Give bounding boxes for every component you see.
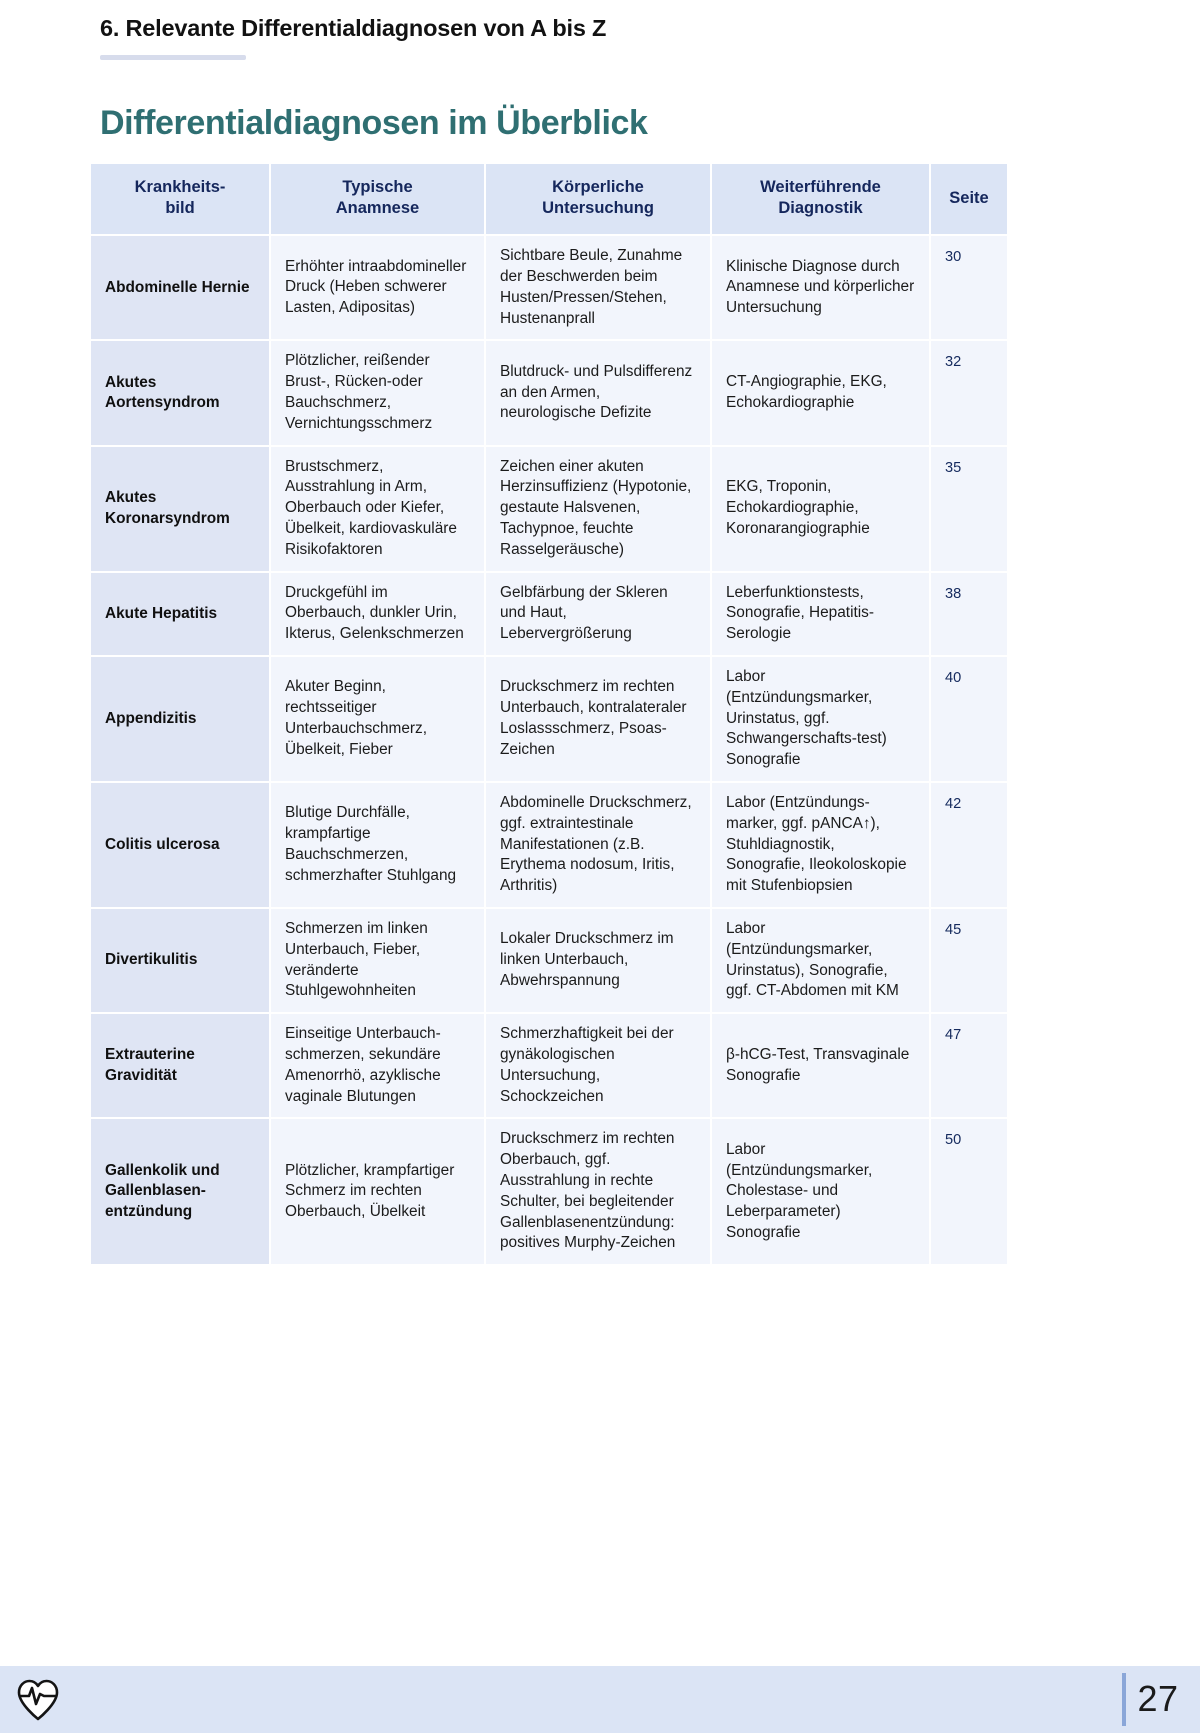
column-header-krankheitsbild: Krankheits- bild: [91, 164, 269, 234]
cell-krankheitsbild: Divertikulitis: [91, 909, 269, 1012]
cell-untersuchung: Schmerzhaftigkeit bei der gynäkologischen Untersuchung, Schockzeichen: [486, 1014, 710, 1117]
column-header-anamnese: Typische Anamnese: [271, 164, 484, 234]
cell-anamnese: Einseitige Unterbauch-schmerzen, sekundäre Amenorrhö, azyklische vaginale Blutungen: [271, 1014, 484, 1117]
column-header-diagnostik: Weiterführende Diagnostik: [712, 164, 929, 234]
page-number-divider: [1122, 1673, 1126, 1726]
cell-krankheitsbild: Appendizitis: [91, 657, 269, 781]
chapter-underline-rule: [100, 55, 246, 60]
cell-anamnese: Erhöhter intraabdomineller Druck (Heben schwerer Lasten, Adipositas): [271, 236, 484, 339]
cell-untersuchung: Abdominelle Druckschmerz, ggf. extraintestinale Manifestationen (z.B. Erythema nodosum, Iritis, Arthritis): [486, 783, 710, 907]
cell-anamnese: Druckgefühl im Oberbauch, dunkler Urin, Ikterus, Gelenkschmerzen: [271, 573, 484, 655]
cell-diagnostik: EKG, Troponin, Echokardiographie, Koronarangiographie: [712, 447, 929, 571]
cell-seite[interactable]: 32: [931, 341, 1007, 444]
cell-untersuchung: Gelbfärbung der Skleren und Haut, Lebervergrößerung: [486, 573, 710, 655]
differential-diagnoses-table: [89, 162, 1009, 1266]
cell-diagnostik: Leberfunktionstests, Sonografie, Hepatitis-Serologie: [712, 573, 929, 655]
cell-seite[interactable]: 40: [931, 657, 1007, 781]
cell-untersuchung: Sichtbare Beule, Zunahme der Beschwerden beim Husten/Pressen/Stehen, Hustenanprall: [486, 236, 710, 339]
cell-untersuchung: Zeichen einer akuten Herzinsuffizienz (Hypotonie, gestaute Halsvenen, Tachypnoe, feuchte Rasselgeräusche): [486, 447, 710, 571]
cell-diagnostik: Labor (Entzündungsmarker, Urinstatus, ggf. Schwangerschafts-test) Sonografie: [712, 657, 929, 781]
cell-anamnese: Brustschmerz, Ausstrahlung in Arm, Oberbauch oder Kiefer, Übelkeit, kardiovaskuläre Risikofaktoren: [271, 447, 484, 571]
cell-anamnese: Plötzlicher, krampfartiger Schmerz im rechten Oberbauch, Übelkeit: [271, 1119, 484, 1264]
table-row: [91, 1014, 1007, 1117]
cell-anamnese: Akuter Beginn, rechtsseitiger Unterbauchschmerz, Übelkeit, Fieber: [271, 657, 484, 781]
cell-seite[interactable]: 50: [931, 1119, 1007, 1264]
cell-krankheitsbild: Akutes Aortensyndrom: [91, 341, 269, 444]
page-footer: [0, 1666, 1200, 1733]
table-row: [91, 573, 1007, 655]
cell-untersuchung: Lokaler Druckschmerz im linken Unterbauch, Abwehrspannung: [486, 909, 710, 1012]
table-row: [91, 783, 1007, 907]
column-header-untersuchung: Körperliche Untersuchung: [486, 164, 710, 234]
cell-untersuchung: Blutdruck- und Pulsdifferenz an den Armen, neurologische Defizite: [486, 341, 710, 444]
cell-krankheitsbild: Colitis ulcerosa: [91, 783, 269, 907]
differential-diagnoses-table-wrapper: [89, 162, 997, 1266]
table-body: [91, 236, 1007, 1264]
cell-krankheitsbild: Extrauterine Gravidität: [91, 1014, 269, 1117]
chapter-title: 6. Relevante Differentialdiagnosen von A bis Z: [100, 15, 607, 41]
chapter-header: [100, 14, 1000, 60]
table-header-row: [91, 164, 1007, 234]
cell-seite[interactable]: 42: [931, 783, 1007, 907]
section-title: Differentialdiagnosen im Überblick: [100, 104, 648, 142]
cell-diagnostik: Labor (Entzündungsmarker, Urinstatus), Sonografie, ggf. CT-Abdomen mit KM: [712, 909, 929, 1012]
cell-diagnostik: β-hCG-Test, Transvaginale Sonografie: [712, 1014, 929, 1117]
heart-pulse-icon: [14, 1675, 62, 1723]
cell-untersuchung: Druckschmerz im rechten Unterbauch, kontralateraler Loslassschmerz, Psoas-Zeichen: [486, 657, 710, 781]
cell-krankheitsbild: Akute Hepatitis: [91, 573, 269, 655]
cell-diagnostik: Labor (Entzündungsmarker, Cholestase- und Leberparameter) Sonografie: [712, 1119, 929, 1264]
table-row: [91, 447, 1007, 571]
cell-anamnese: Blutige Durchfälle, krampfartige Bauchschmerzen, schmerzhafter Stuhlgang: [271, 783, 484, 907]
table-row: [91, 657, 1007, 781]
cell-seite[interactable]: 47: [931, 1014, 1007, 1117]
cell-krankheitsbild: Abdominelle Hernie: [91, 236, 269, 339]
cell-diagnostik: Klinische Diagnose durch Anamnese und körperlicher Untersuchung: [712, 236, 929, 339]
cell-krankheitsbild: Gallenkolik und Gallenblasen-entzündung: [91, 1119, 269, 1264]
page-number: 27: [1137, 1678, 1179, 1719]
table-row: [91, 236, 1007, 339]
cell-untersuchung: Druckschmerz im rechten Oberbauch, ggf. Ausstrahlung in rechte Schulter, bei begleitender Gallenblasenentzündung: positives Murphy-Zeichen: [486, 1119, 710, 1264]
table-row: [91, 909, 1007, 1012]
cell-seite[interactable]: 35: [931, 447, 1007, 571]
cell-diagnostik: Labor (Entzündungs-marker, ggf. pANCA↑), Stuhldiagnostik, Sonografie, Ileokoloskopie mit Stufenbiopsien: [712, 783, 929, 907]
cell-seite[interactable]: 45: [931, 909, 1007, 1012]
cell-anamnese: Schmerzen im linken Unterbauch, Fieber, veränderte Stuhlgewohnheiten: [271, 909, 484, 1012]
table-row: [91, 1119, 1007, 1264]
column-header-seite: Seite: [931, 164, 1007, 234]
cell-seite[interactable]: 30: [931, 236, 1007, 339]
cell-anamnese: Plötzlicher, reißender Brust-, Rücken-oder Bauchschmerz, Vernichtungsschmerz: [271, 341, 484, 444]
cell-diagnostik: CT-Angiographie, EKG, Echokardiographie: [712, 341, 929, 444]
table-row: [91, 341, 1007, 444]
cell-krankheitsbild: Akutes Koronarsyndrom: [91, 447, 269, 571]
cell-seite[interactable]: 38: [931, 573, 1007, 655]
